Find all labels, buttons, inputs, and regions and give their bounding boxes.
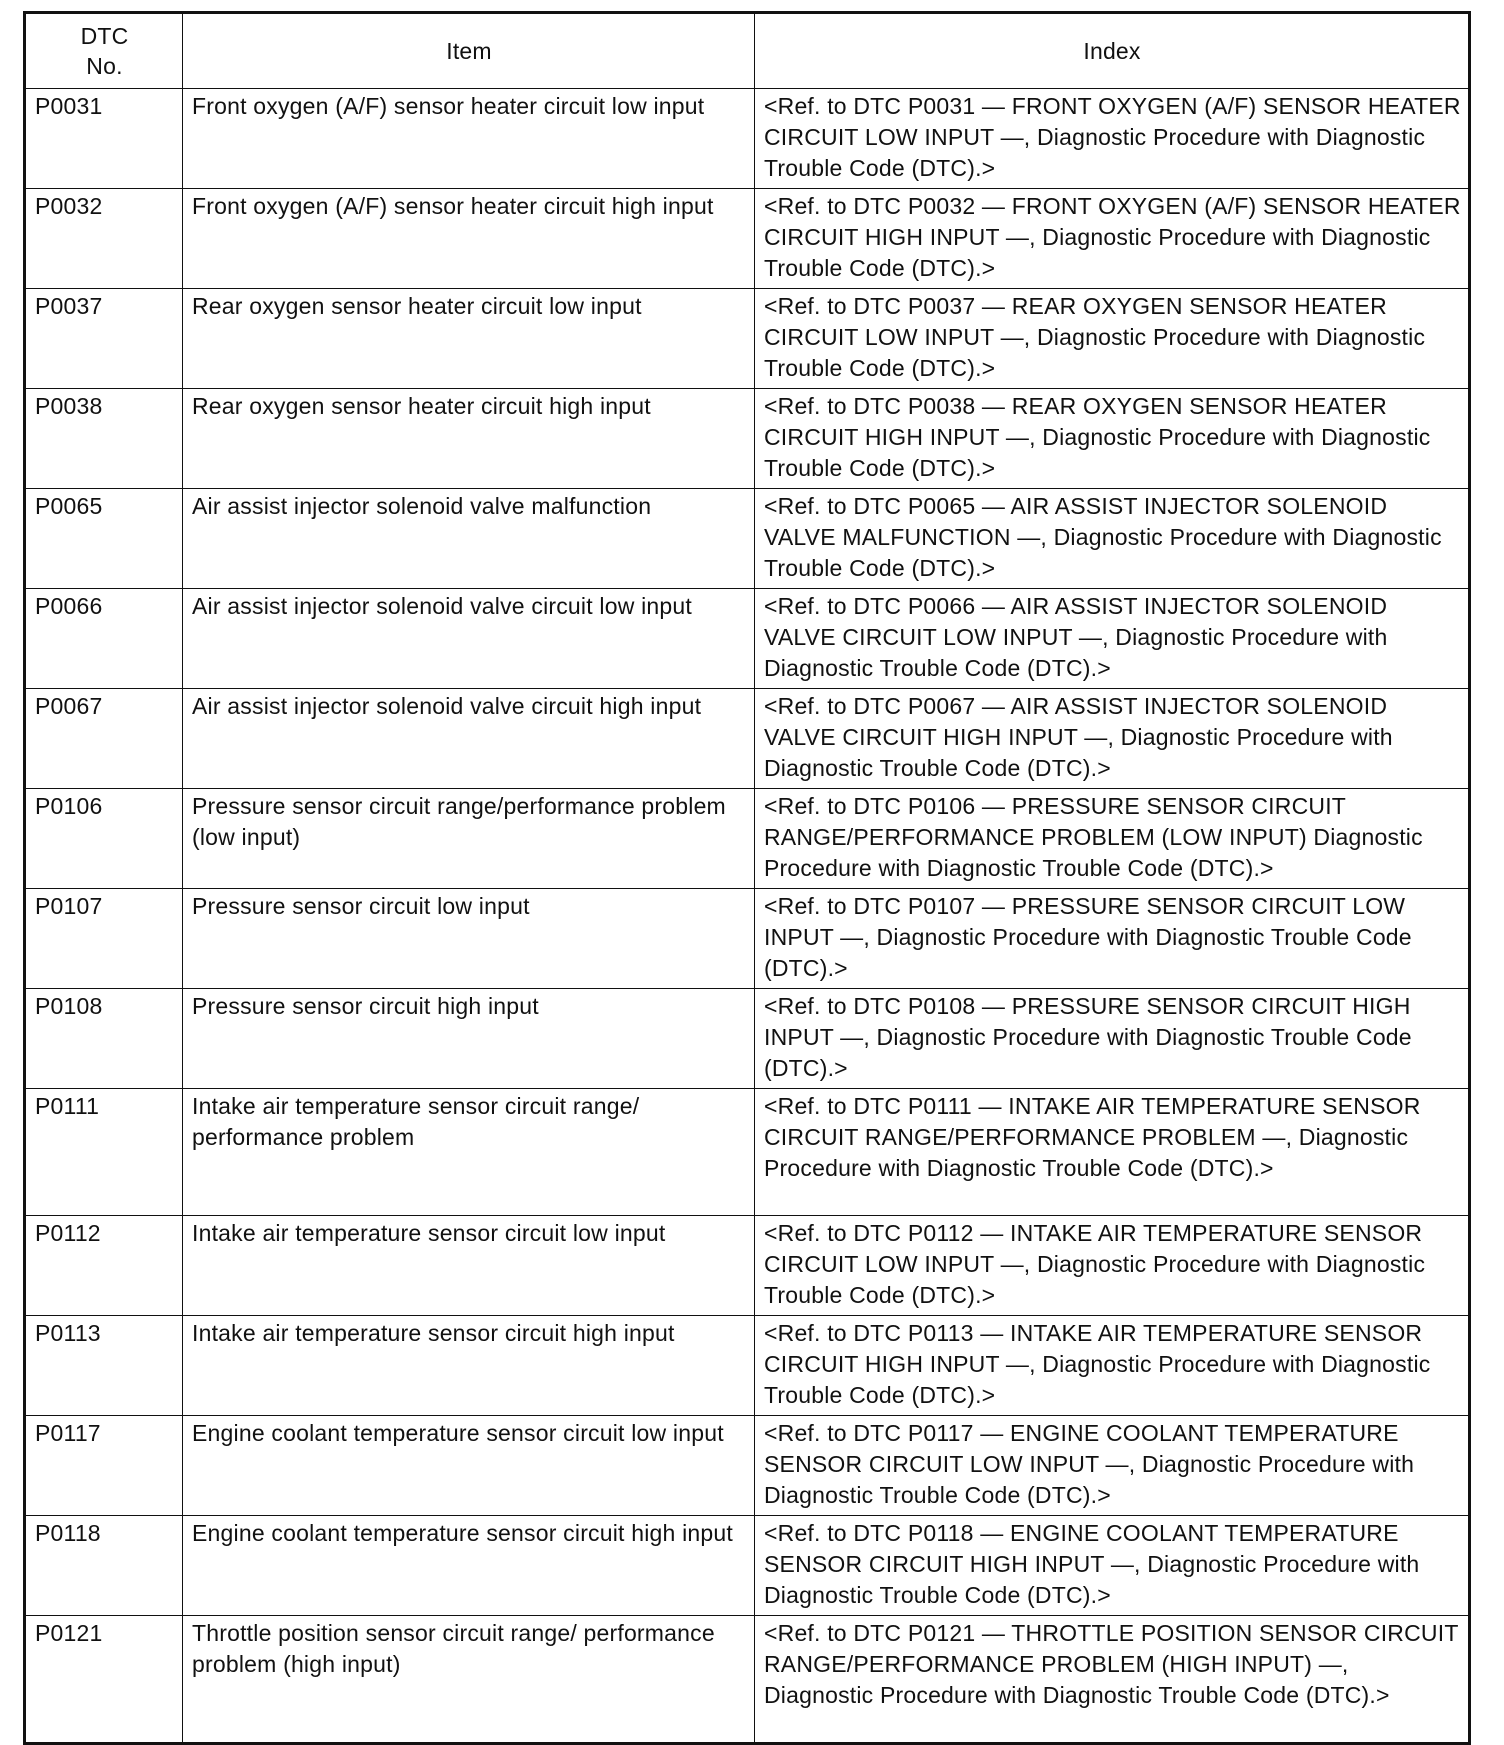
- table-row: [25, 589, 1470, 689]
- item-cell: Air assist injector solenoid valve circuit high input: [183, 689, 755, 789]
- dtc-code-cell: P0118: [25, 1516, 183, 1616]
- item-cell: Intake air temperature sensor circuit low input: [183, 1216, 755, 1316]
- header-dtc-no-label: DTC No.: [80, 23, 129, 79]
- index-cell: <Ref. to DTC P0065 — AIR ASSIST INJECTOR SOLENOID VALVE MALFUNCTION —, Diagnostic Procedure with Diagnostic Trouble Code (DTC).>: [755, 489, 1470, 589]
- table-row: [25, 389, 1470, 489]
- dtc-code-cell: P0121: [25, 1616, 183, 1744]
- dtc-code-cell: P0106: [25, 789, 183, 889]
- table-row: [25, 189, 1470, 289]
- item-cell: Pressure sensor circuit low input: [183, 889, 755, 989]
- item-cell: Front oxygen (A/F) sensor heater circuit high input: [183, 189, 755, 289]
- table-row: [25, 1616, 1470, 1744]
- dtc-code-cell: P0031: [25, 89, 183, 189]
- dtc-code-cell: P0107: [25, 889, 183, 989]
- table-row: [25, 1516, 1470, 1616]
- table-row: [25, 289, 1470, 389]
- item-cell: Pressure sensor circuit range/performance problem (low input): [183, 789, 755, 889]
- table-row: [25, 1216, 1470, 1316]
- index-cell: <Ref. to DTC P0032 — FRONT OXYGEN (A/F) SENSOR HEATER CIRCUIT HIGH INPUT —, Diagnostic Procedure with Diagnostic Trouble Code (DTC).>: [755, 189, 1470, 289]
- dtc-code-cell: P0113: [25, 1316, 183, 1416]
- header-index-label: Index: [1083, 37, 1141, 64]
- item-cell: Pressure sensor circuit high input: [183, 989, 755, 1089]
- item-cell: Rear oxygen sensor heater circuit high input: [183, 389, 755, 489]
- index-cell: <Ref. to DTC P0067 — AIR ASSIST INJECTOR SOLENOID VALVE CIRCUIT HIGH INPUT —, Diagnostic Procedure with Diagnostic Trouble Code (DTC).>: [755, 689, 1470, 789]
- table-row: [25, 889, 1470, 989]
- table-row: [25, 489, 1470, 589]
- dtc-code-cell: P0111: [25, 1089, 183, 1216]
- table-row: [25, 89, 1470, 189]
- table-row: [25, 1416, 1470, 1516]
- dtc-code-cell: P0066: [25, 589, 183, 689]
- dtc-code-cell: P0112: [25, 1216, 183, 1316]
- header-index: [755, 13, 1470, 89]
- dtc-code-cell: P0067: [25, 689, 183, 789]
- item-cell: Engine coolant temperature sensor circuit high input: [183, 1516, 755, 1616]
- item-cell: Front oxygen (A/F) sensor heater circuit low input: [183, 89, 755, 189]
- table-row: [25, 689, 1470, 789]
- item-cell: Intake air temperature sensor circuit high input: [183, 1316, 755, 1416]
- dtc-code-cell: P0032: [25, 189, 183, 289]
- index-cell: <Ref. to DTC P0107 — PRESSURE SENSOR CIRCUIT LOW INPUT —, Diagnostic Procedure with Diagnostic Trouble Code (DTC).>: [755, 889, 1470, 989]
- index-cell: <Ref. to DTC P0108 — PRESSURE SENSOR CIRCUIT HIGH INPUT —, Diagnostic Procedure with Diagnostic Trouble Code (DTC).>: [755, 989, 1470, 1089]
- dtc-code-cell: P0108: [25, 989, 183, 1089]
- header-dtc-no: [25, 13, 183, 89]
- item-cell: Engine coolant temperature sensor circuit low input: [183, 1416, 755, 1516]
- item-cell: Intake air temperature sensor circuit range/ performance problem: [183, 1089, 755, 1216]
- dtc-code-cell: P0117: [25, 1416, 183, 1516]
- index-cell: <Ref. to DTC P0112 — INTAKE AIR TEMPERATURE SENSOR CIRCUIT LOW INPUT —, Diagnostic Procedure with Diagnostic Trouble Code (DTC).>: [755, 1216, 1470, 1316]
- header-item: [183, 13, 755, 89]
- table-header-row: [25, 13, 1470, 89]
- table-row: [25, 1089, 1470, 1216]
- table-row: [25, 1316, 1470, 1416]
- dtc-code-cell: P0038: [25, 389, 183, 489]
- index-cell: <Ref. to DTC P0111 — INTAKE AIR TEMPERATURE SENSOR CIRCUIT RANGE/PERFORMANCE PROBLEM —, Diagnostic Procedure with Diagnostic Trouble Code (DTC).>: [755, 1089, 1470, 1216]
- item-cell: Air assist injector solenoid valve malfunction: [183, 489, 755, 589]
- index-cell: <Ref. to DTC P0117 — ENGINE COOLANT TEMPERATURE SENSOR CIRCUIT LOW INPUT —, Diagnostic Procedure with Diagnostic Trouble Code (DTC).>: [755, 1416, 1470, 1516]
- header-item-label: Item: [446, 37, 492, 64]
- index-cell: <Ref. to DTC P0066 — AIR ASSIST INJECTOR SOLENOID VALVE CIRCUIT LOW INPUT —, Diagnostic Procedure with Diagnostic Trouble Code (DTC).>: [755, 589, 1470, 689]
- dtc-code-cell: P0037: [25, 289, 183, 389]
- table-body: [25, 89, 1470, 1744]
- index-cell: <Ref. to DTC P0106 — PRESSURE SENSOR CIRCUIT RANGE/PERFORMANCE PROBLEM (LOW INPUT) Diagnostic Procedure with Diagnostic Trouble Code (DTC).>: [755, 789, 1470, 889]
- index-cell: <Ref. to DTC P0121 — THROTTLE POSITION SENSOR CIRCUIT RANGE/PERFORMANCE PROBLEM (HIGH INPUT) —, Diagnostic Procedure with Diagnostic Trouble Code (DTC).>: [755, 1616, 1470, 1744]
- item-cell: Air assist injector solenoid valve circuit low input: [183, 589, 755, 689]
- table-row: [25, 789, 1470, 889]
- index-cell: <Ref. to DTC P0113 — INTAKE AIR TEMPERATURE SENSOR CIRCUIT HIGH INPUT —, Diagnostic Procedure with Diagnostic Trouble Code (DTC).>: [755, 1316, 1470, 1416]
- index-cell: <Ref. to DTC P0038 — REAR OXYGEN SENSOR HEATER CIRCUIT HIGH INPUT —, Diagnostic Procedure with Diagnostic Trouble Code (DTC).>: [755, 389, 1470, 489]
- dtc-code-cell: P0065: [25, 489, 183, 589]
- index-cell: <Ref. to DTC P0118 — ENGINE COOLANT TEMPERATURE SENSOR CIRCUIT HIGH INPUT —, Diagnostic Procedure with Diagnostic Trouble Code (DTC).>: [755, 1516, 1470, 1616]
- item-cell: Rear oxygen sensor heater circuit low input: [183, 289, 755, 389]
- item-cell: Throttle position sensor circuit range/ performance problem (high input): [183, 1616, 755, 1744]
- index-cell: <Ref. to DTC P0037 — REAR OXYGEN SENSOR HEATER CIRCUIT LOW INPUT —, Diagnostic Procedure with Diagnostic Trouble Code (DTC).>: [755, 289, 1470, 389]
- table-row: [25, 989, 1470, 1089]
- index-cell: <Ref. to DTC P0031 — FRONT OXYGEN (A/F) SENSOR HEATER CIRCUIT LOW INPUT —, Diagnostic Procedure with Diagnostic Trouble Code (DTC).>: [755, 89, 1470, 189]
- dtc-table: [23, 11, 1471, 1745]
